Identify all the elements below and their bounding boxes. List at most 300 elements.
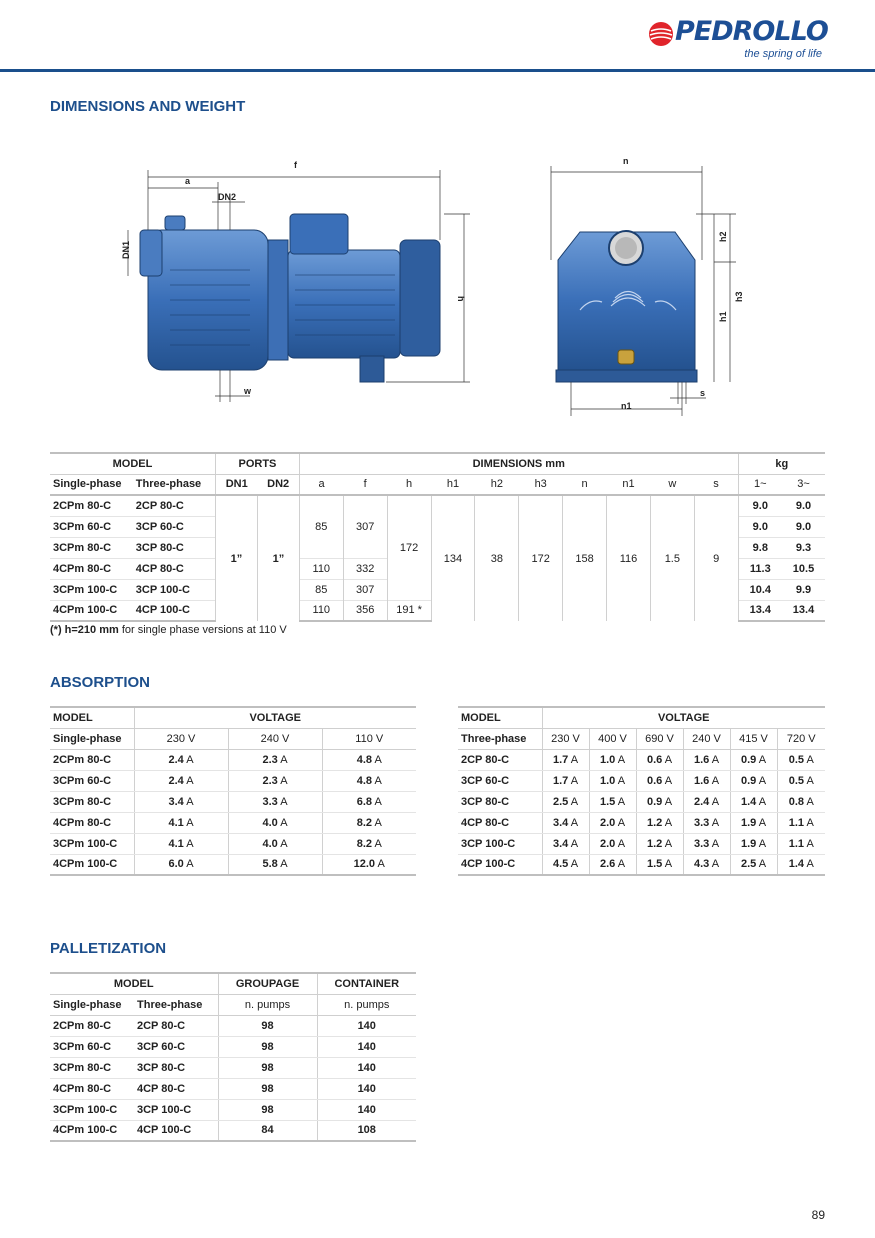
current-unit: A: [617, 795, 626, 808]
current-number: 3.3: [262, 795, 278, 808]
a-value: 85: [299, 579, 343, 600]
dimensions-title: DIMENSIONS AND WEIGHT: [50, 98, 246, 115]
current-number: 1.7: [552, 753, 569, 766]
model-name: 4CP 80-C: [458, 812, 542, 833]
container-value: 140: [317, 1057, 416, 1078]
col-h: h: [387, 474, 431, 495]
groupage-value: 84: [218, 1120, 317, 1141]
col-n1: n1: [607, 474, 651, 495]
current-number: 4.8: [356, 774, 372, 787]
current-number: 8.2: [356, 837, 372, 850]
current-value: [542, 749, 589, 770]
current-value: [134, 791, 228, 812]
h1-value: 134: [431, 495, 475, 621]
current-value: [228, 854, 322, 875]
current-unit: A: [711, 816, 720, 829]
current-number: 2.3: [262, 774, 278, 787]
current-unit: A: [570, 816, 579, 829]
model-single: 2CPm 80-C: [50, 1015, 134, 1036]
page-number: 89: [811, 1208, 825, 1222]
palletization-table: [50, 972, 416, 1142]
current-unit: A: [617, 753, 626, 766]
current-value: [636, 791, 683, 812]
col-voltage-720: 720 V: [777, 728, 825, 749]
col-voltage-230: 230 V: [542, 728, 589, 749]
current-value: [730, 812, 777, 833]
current-value: [683, 854, 730, 875]
current-unit: A: [570, 858, 579, 871]
current-value: [636, 749, 683, 770]
col-n: n: [563, 474, 607, 495]
current-unit: A: [711, 858, 720, 871]
table-row: [458, 770, 825, 791]
current-value: [322, 791, 416, 812]
absorption-header-row: [50, 707, 416, 728]
current-value: [777, 770, 825, 791]
table-row: [50, 1120, 416, 1141]
groupage-value: 98: [218, 1015, 317, 1036]
current-number: 6.8: [356, 795, 372, 808]
groupage-value: 98: [218, 1078, 317, 1099]
col-model: MODEL: [50, 453, 216, 474]
current-unit: A: [758, 774, 767, 787]
kg3-value: 10.5: [782, 558, 825, 579]
dim-label-dn1: DN1: [121, 240, 131, 259]
current-unit: A: [806, 858, 814, 871]
current-number: 3.4: [168, 795, 184, 808]
col-three-phase: Three-phase: [458, 728, 542, 749]
col-h2: h2: [475, 474, 519, 495]
model-three: 4CP 100-C: [134, 1120, 218, 1141]
current-number: 0.6: [646, 774, 663, 787]
model-name: 2CP 80-C: [458, 749, 542, 770]
a-value: 85: [299, 495, 343, 558]
model-single: 4CPm 80-C: [50, 558, 133, 579]
col-voltage-230: 230 V: [134, 728, 228, 749]
col-voltage-400: 400 V: [589, 728, 636, 749]
model-name: 4CP 100-C: [458, 854, 542, 875]
current-number: 3.3: [693, 816, 710, 829]
current-unit: A: [374, 753, 382, 766]
current-number: 4.0: [262, 837, 278, 850]
current-number: 2.4: [693, 795, 710, 808]
current-number: 4.3: [693, 858, 710, 871]
current-value: [730, 770, 777, 791]
dim-label-f: f: [294, 160, 297, 170]
note-text: for single phase versions at 110 V: [118, 624, 287, 636]
current-number: 4.5: [552, 858, 569, 871]
current-unit: A: [664, 753, 673, 766]
current-unit: A: [806, 774, 814, 787]
col-container: CONTAINER: [317, 973, 416, 994]
current-unit: A: [664, 774, 673, 787]
current-unit: A: [280, 774, 288, 787]
table-row: [50, 812, 416, 833]
col-three-phase: Three-phase: [133, 474, 216, 495]
n-value: 158: [563, 495, 607, 621]
current-value: [777, 854, 825, 875]
groupage-value: 98: [218, 1099, 317, 1120]
current-number: 1.2: [646, 837, 663, 850]
kg1-value: 9.8: [738, 537, 782, 558]
current-unit: A: [711, 774, 720, 787]
a-value: 110: [299, 558, 343, 579]
current-unit: A: [280, 837, 288, 850]
note-bold: (*) h=210 mm: [50, 624, 119, 636]
table-row: [50, 1078, 416, 1099]
table-row: [458, 791, 825, 812]
current-unit: A: [570, 774, 579, 787]
kg3-value: 9.0: [795, 499, 812, 512]
col-voltage-415: 415 V: [730, 728, 777, 749]
dn2-value: 1”: [257, 495, 299, 621]
current-value: [322, 749, 416, 770]
model-three: 3CP 100-C: [134, 1099, 218, 1120]
current-number: 3.4: [552, 837, 569, 850]
current-number: 2.5: [552, 795, 569, 808]
table-row: [458, 833, 825, 854]
current-unit: A: [664, 816, 673, 829]
kg3-value: 9.0: [782, 516, 825, 537]
dn1-value: 1”: [216, 495, 258, 621]
col-kg-3: 3~: [782, 474, 825, 495]
col-f: f: [343, 474, 387, 495]
current-number: 1.1: [788, 837, 804, 850]
groupage-value: 98: [218, 1057, 317, 1078]
current-number: 2.4: [168, 753, 184, 766]
current-value: [589, 749, 636, 770]
header-rule: [0, 69, 875, 72]
f-value: 332: [343, 558, 387, 579]
current-value: [777, 791, 825, 812]
current-unit: A: [758, 795, 767, 808]
current-value: [636, 833, 683, 854]
model-name: 2CPm 80-C: [50, 749, 134, 770]
kg3-value: 9.9: [782, 579, 825, 600]
table-row: [50, 854, 416, 875]
current-number: 1.9: [740, 837, 757, 850]
model-single: 3CPm 60-C: [50, 516, 133, 537]
current-number: 1.7: [552, 774, 569, 787]
current-unit: A: [280, 816, 288, 829]
absorption-subheader-row: [50, 728, 416, 749]
pump-technical-drawing: [110, 150, 750, 430]
container-value: 140: [317, 1099, 416, 1120]
current-number: 2.3: [262, 753, 278, 766]
col-voltage: VOLTAGE: [134, 707, 416, 728]
dim-label-s: s: [700, 388, 706, 398]
current-number: 0.5: [788, 753, 804, 766]
col-voltage-240: 240 V: [683, 728, 730, 749]
col-kg-1: 1~: [738, 474, 782, 495]
col-w: w: [650, 474, 694, 495]
model-single: 3CPm 80-C: [50, 537, 133, 558]
current-value: [542, 812, 589, 833]
model-three: 3CP 100-C: [133, 579, 216, 600]
current-value: [542, 770, 589, 791]
current-value: [636, 770, 683, 791]
current-value: [228, 749, 322, 770]
current-unit: A: [806, 753, 814, 766]
current-unit: A: [664, 837, 673, 850]
dimensions-note: [50, 624, 287, 636]
current-number: 0.6: [646, 753, 663, 766]
model-single: 4CPm 80-C: [50, 1078, 134, 1099]
f-value: 307: [343, 495, 387, 558]
dim-label-w: w: [244, 386, 252, 396]
pump-front-view: [551, 156, 744, 416]
model-single: 4CPm 100-C: [50, 600, 133, 621]
table-row: [50, 833, 416, 854]
col-model: MODEL: [50, 707, 134, 728]
current-value: [134, 770, 228, 791]
brand-logo: [647, 18, 827, 64]
col-h1: h1: [431, 474, 475, 495]
model-three: 3CP 80-C: [134, 1057, 218, 1078]
current-value: [589, 791, 636, 812]
current-value: [322, 812, 416, 833]
col-h3: h3: [519, 474, 563, 495]
table-row: [50, 791, 416, 812]
current-unit: A: [186, 774, 194, 787]
model-name: 3CP 80-C: [458, 791, 542, 812]
current-number: 1.9: [740, 816, 757, 829]
current-unit: A: [374, 816, 382, 829]
table-row: [50, 749, 416, 770]
current-value: [683, 749, 730, 770]
model-three: 3CP 80-C: [133, 537, 216, 558]
current-value: [134, 854, 228, 875]
current-unit: A: [377, 858, 385, 871]
current-number: 1.0: [599, 774, 616, 787]
current-value: [777, 749, 825, 770]
col-single-phase: Single-phase: [50, 728, 134, 749]
current-unit: A: [711, 753, 720, 766]
current-number: 3.4: [552, 816, 569, 829]
model-name: 4CPm 80-C: [50, 812, 134, 833]
current-number: 0.9: [740, 753, 757, 766]
model-name: 3CP 60-C: [458, 770, 542, 791]
h2-value: 38: [475, 495, 519, 621]
current-unit: A: [186, 837, 194, 850]
pump-side-view: [121, 160, 470, 402]
brand-name: PEDROLLO: [675, 16, 828, 47]
palletization-subheader-row: [50, 994, 416, 1015]
current-value: [542, 833, 589, 854]
kg1-value: 11.3: [738, 558, 782, 579]
dim-label-h2: h2: [718, 231, 728, 242]
current-unit: A: [806, 795, 814, 808]
absorption-header-row: [458, 707, 825, 728]
current-number: 1.5: [599, 795, 616, 808]
current-unit: A: [806, 816, 814, 829]
container-value: 140: [317, 1015, 416, 1036]
absorption-subheader-row: [458, 728, 825, 749]
h-value: 191 *: [387, 600, 431, 621]
col-groupage-unit: n. pumps: [218, 994, 317, 1015]
current-number: 1.2: [646, 816, 663, 829]
table-row: [50, 1057, 416, 1078]
current-unit: A: [186, 816, 194, 829]
kg1-value: 13.4: [738, 600, 782, 621]
table-row: [458, 854, 825, 875]
current-number: 1.5: [646, 858, 663, 871]
table-row: [458, 812, 825, 833]
brand-tagline: the spring of life: [744, 48, 822, 60]
current-value: [134, 812, 228, 833]
h-value: 172: [387, 495, 431, 600]
model-three: 4CP 80-C: [134, 1078, 218, 1099]
current-unit: A: [664, 858, 673, 871]
current-number: 2.0: [599, 816, 616, 829]
col-ports: PORTS: [216, 453, 300, 474]
col-groupage: GROUPAGE: [218, 973, 317, 994]
model-single: 2CPm 80-C: [53, 499, 112, 512]
model-three: 2CP 80-C: [134, 1015, 218, 1036]
col-voltage: VOLTAGE: [542, 707, 825, 728]
model-name: 4CPm 100-C: [50, 854, 134, 875]
current-number: 8.2: [356, 816, 372, 829]
current-value: [777, 833, 825, 854]
current-number: 2.5: [740, 858, 757, 871]
kg1-value: 10.4: [738, 579, 782, 600]
current-unit: A: [280, 753, 288, 766]
table-row: [50, 1015, 416, 1036]
n1-value: 116: [607, 495, 651, 621]
palletization-header-row: [50, 973, 416, 994]
current-unit: A: [711, 837, 720, 850]
current-unit: A: [758, 816, 767, 829]
f-value: 356: [343, 600, 387, 621]
dim-label-n: n: [623, 156, 629, 166]
container-value: 140: [317, 1036, 416, 1057]
current-number: 6.0: [168, 858, 184, 871]
dimensions-header-row: [50, 453, 825, 474]
current-unit: A: [617, 774, 626, 787]
table-row: [458, 749, 825, 770]
current-value: [134, 749, 228, 770]
current-number: 1.6: [693, 753, 710, 766]
dim-label-dn2: DN2: [218, 192, 237, 202]
groupage-value: 98: [218, 1036, 317, 1057]
current-unit: A: [374, 774, 382, 787]
current-number: 2.4: [168, 774, 184, 787]
current-number: 0.8: [788, 795, 804, 808]
current-value: [730, 854, 777, 875]
current-number: 2.0: [599, 837, 616, 850]
model-three: 3CP 60-C: [134, 1036, 218, 1057]
table-row: [50, 1099, 416, 1120]
col-voltage-690: 690 V: [636, 728, 683, 749]
col-voltage-240: 240 V: [228, 728, 322, 749]
current-number: 1.4: [788, 858, 804, 871]
current-number: 4.0: [262, 816, 278, 829]
model-name: 3CPm 100-C: [50, 833, 134, 854]
a-value: 110: [299, 600, 343, 621]
dim-label-n1: n1: [621, 401, 632, 411]
current-value: [683, 791, 730, 812]
current-unit: A: [570, 837, 579, 850]
current-value: [589, 854, 636, 875]
model-single: 3CPm 60-C: [50, 1036, 134, 1057]
current-value: [542, 791, 589, 812]
h3-value: 172: [519, 495, 563, 621]
current-number: 1.4: [740, 795, 757, 808]
dimensions-table: [50, 452, 825, 622]
current-unit: A: [280, 795, 288, 808]
current-unit: A: [186, 753, 194, 766]
kg3-value: 9.3: [782, 537, 825, 558]
model-three: 4CP 80-C: [133, 558, 216, 579]
current-unit: A: [758, 753, 767, 766]
col-a: a: [299, 474, 343, 495]
model-name: 3CP 100-C: [458, 833, 542, 854]
current-unit: A: [711, 795, 720, 808]
col-dn2: DN2: [257, 474, 299, 495]
current-unit: A: [186, 795, 194, 808]
table-row: [50, 495, 825, 516]
container-value: 140: [317, 1078, 416, 1099]
col-dn1: DN1: [216, 474, 258, 495]
current-value: [683, 812, 730, 833]
current-value: [777, 812, 825, 833]
col-single-phase: Single-phase: [50, 474, 133, 495]
current-value: [542, 854, 589, 875]
current-number: 0.9: [740, 774, 757, 787]
dim-label-h1: h1: [718, 311, 728, 322]
model-single: 3CPm 100-C: [50, 1099, 134, 1120]
current-value: [730, 833, 777, 854]
current-unit: A: [617, 858, 626, 871]
current-value: [636, 812, 683, 833]
current-number: 0.5: [788, 774, 804, 787]
col-dimensions: DIMENSIONS mm: [299, 453, 738, 474]
absorption-three-phase-table: [458, 706, 825, 876]
model-single: 3CPm 100-C: [50, 579, 133, 600]
current-number: 1.1: [788, 816, 804, 829]
col-kg: kg: [738, 453, 825, 474]
current-unit: A: [806, 837, 814, 850]
col-model: MODEL: [50, 973, 218, 994]
current-value: [683, 833, 730, 854]
current-number: 1.0: [599, 753, 616, 766]
w-value: 1.5: [650, 495, 694, 621]
current-value: [322, 770, 416, 791]
current-number: 0.9: [646, 795, 663, 808]
current-value: [589, 833, 636, 854]
current-value: [322, 833, 416, 854]
palletization-title: PALLETIZATION: [50, 940, 167, 957]
table-row: [50, 770, 416, 791]
dim-label-h: h: [456, 296, 466, 302]
current-number: 1.6: [693, 774, 710, 787]
model-three: 3CP 60-C: [133, 516, 216, 537]
kg1-value: 9.0: [738, 516, 782, 537]
current-number: 4.8: [356, 753, 372, 766]
page-header: [0, 0, 875, 72]
current-value: [228, 812, 322, 833]
current-unit: A: [758, 858, 767, 871]
col-model: MODEL: [458, 707, 542, 728]
absorption-title: ABSORPTION: [50, 674, 151, 691]
current-unit: A: [374, 795, 382, 808]
current-unit: A: [617, 837, 626, 850]
brand-logo-mark-icon: [647, 20, 675, 48]
current-unit: A: [617, 816, 626, 829]
dim-label-a: a: [185, 176, 191, 186]
col-voltage-110: 110 V: [322, 728, 416, 749]
current-value: [134, 833, 228, 854]
